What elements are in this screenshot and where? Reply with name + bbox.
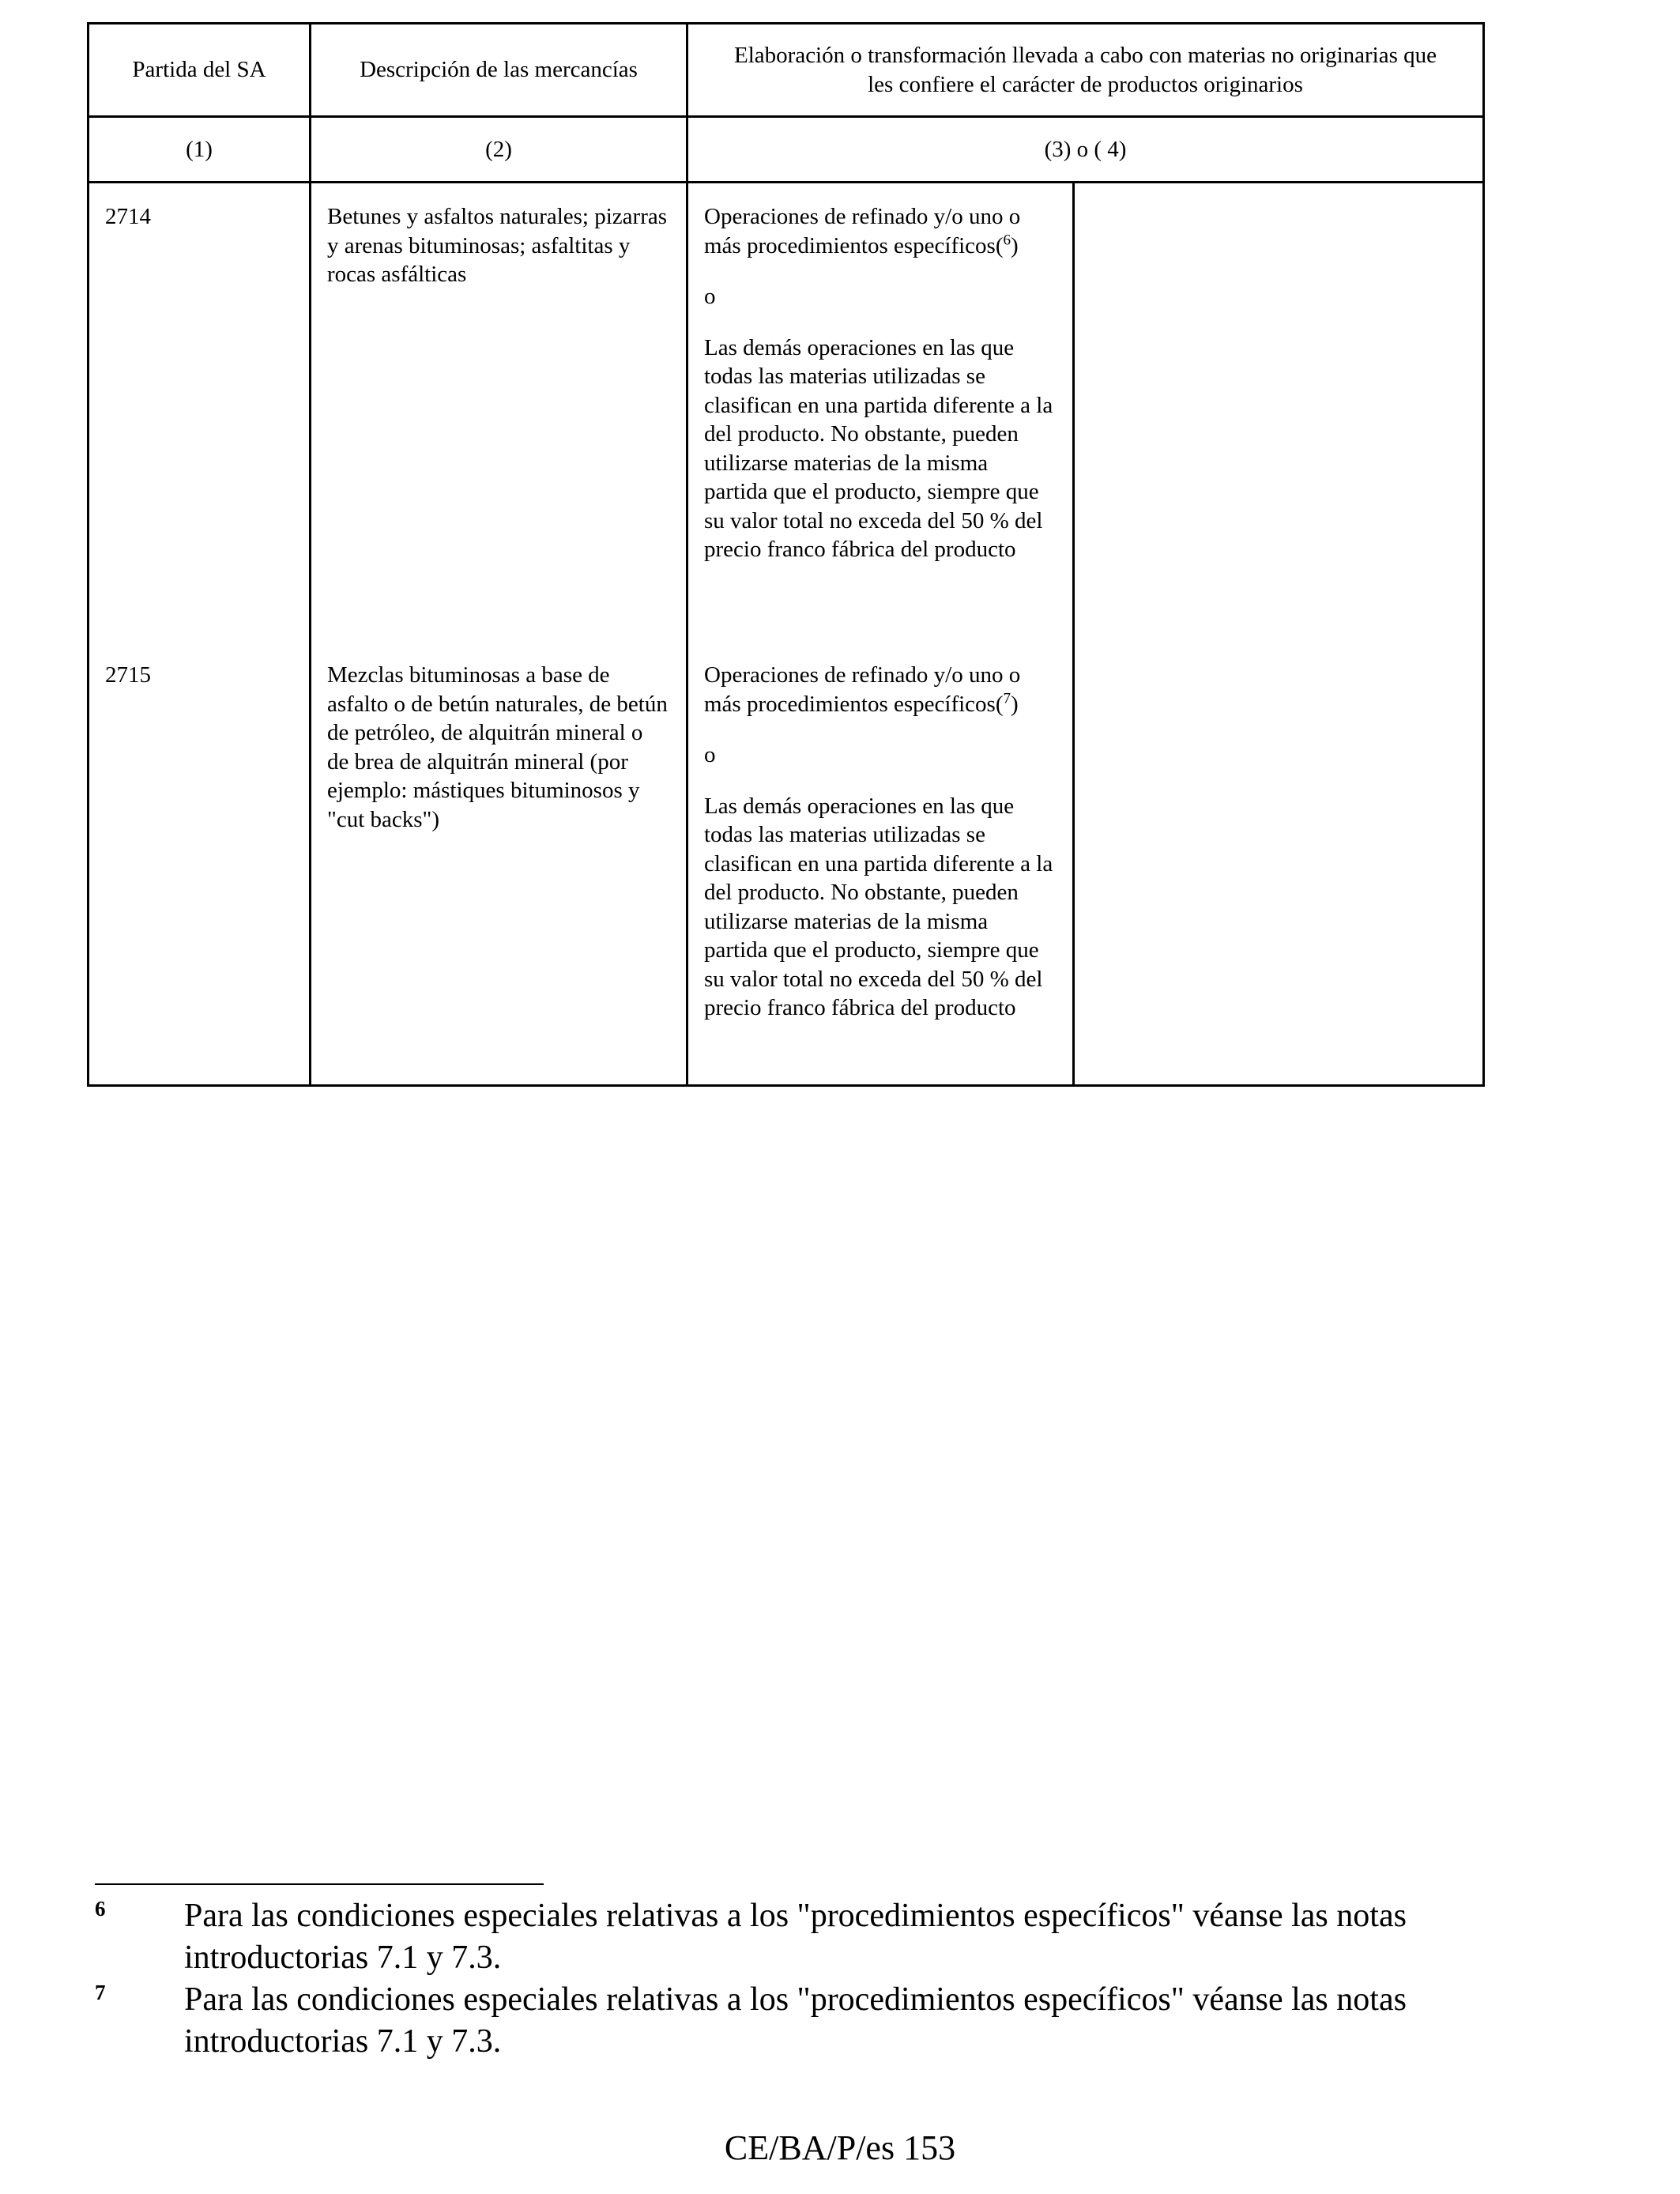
header-working-processing-label: Elaboración o transformación llevada a cabo con materias no originarias que les confiere el carácter de productos originarios	[734, 43, 1437, 97]
rule-refining-label: Operaciones de refinado y/o uno o más procedimientos específicos(	[704, 662, 1021, 717]
description-cell	[311, 183, 687, 1086]
table-row-2715-code	[89, 661, 309, 690]
rule-refining-close: )	[1011, 691, 1019, 717]
table-body-row	[89, 183, 1484, 1086]
table-row-2714-code	[89, 183, 309, 661]
rule-or-separator: o	[704, 284, 716, 309]
hs-code: 2715	[105, 662, 151, 688]
footnote-reference-7[interactable]: 7	[1003, 689, 1011, 707]
column-number-2	[311, 117, 687, 183]
table-row-2714-description	[311, 183, 686, 661]
column-number-1-label: (1)	[186, 136, 213, 162]
footnote-reference-6[interactable]: 6	[1003, 231, 1011, 248]
header-working-processing	[687, 24, 1484, 117]
rule-refining-close: )	[1011, 232, 1019, 258]
footnote-text: Para las condiciones especiales relativas a los "procedimientos específicos" véanse las notas introductorias 7.1 y 7.3.	[184, 1981, 1407, 2060]
footnote-separator	[95, 1883, 544, 1885]
column-number-3-4	[687, 117, 1484, 183]
column-number-row	[89, 117, 1484, 183]
rule-other-operations-text: Las demás operaciones en las que todas las materias utilizadas se clasifican en una partida diferente a la del producto. No obstante, pueden utilizarse materias de la misma partida que el producto, siempre que su valor total no exceda del 50 % del precio franco fábrica del producto	[704, 334, 1053, 562]
footnote-7	[95, 1979, 1580, 2063]
footnote-mark: 6	[95, 1897, 106, 1921]
header-description-label: Descripción de las mercancías	[360, 57, 638, 83]
rule-refining-label: Operaciones de refinado y/o uno o más procedimientos específicos(	[704, 204, 1021, 258]
table-row-2714-rule	[688, 183, 1072, 661]
header-hs-heading-label: Partida del SA	[132, 57, 266, 83]
column-number-3-4-label: (3) o ( 4)	[1044, 136, 1127, 162]
footnote-text: Para las condiciones especiales relativas a los "procedimientos específicos" véanse las notas introductorias 7.1 y 7.3.	[184, 1898, 1407, 1976]
table-row-2715-rule	[688, 661, 1072, 1023]
header-row	[89, 24, 1484, 117]
footnote-6	[95, 1895, 1580, 1979]
rule-column-4-cell	[1074, 183, 1484, 1086]
rules-table	[87, 22, 1485, 1087]
goods-description: Betunes y asfaltos naturales; pizarras y arenas bituminosas; asfaltitas y rocas asfálticas	[327, 204, 668, 287]
hs-code-cell	[89, 183, 311, 1086]
header-hs-heading	[89, 24, 311, 117]
page-number: CE/BA/P/es 153	[724, 2128, 956, 2167]
rule-or-separator: o	[704, 742, 716, 767]
header-description	[311, 24, 687, 117]
rule-other-operations-text: Las demás operaciones en las que todas las materias utilizadas se clasifican en una partida diferente a la del producto. No obstante, pueden utilizarse materias de la misma partida que el producto, siempre que su valor total no exceda del 50 % del precio franco fábrica del producto	[704, 793, 1053, 1020]
goods-description: Mezclas bituminosas a base de asfalto o de betún naturales, de betún de petróleo, de alquitrán mineral o de brea de alquitrán mineral (por ejemplo: mástiques bituminosos y "cut backs")	[327, 662, 668, 832]
column-number-1	[89, 117, 311, 183]
footnote-mark: 7	[95, 1981, 106, 2004]
column-number-2-label: (2)	[485, 136, 512, 162]
hs-code: 2714	[105, 204, 151, 229]
rule-column-3-cell	[687, 183, 1074, 1086]
rule-refining-text	[704, 202, 1057, 260]
rule-refining-text	[704, 661, 1057, 718]
table-row-2715-description	[311, 661, 686, 834]
